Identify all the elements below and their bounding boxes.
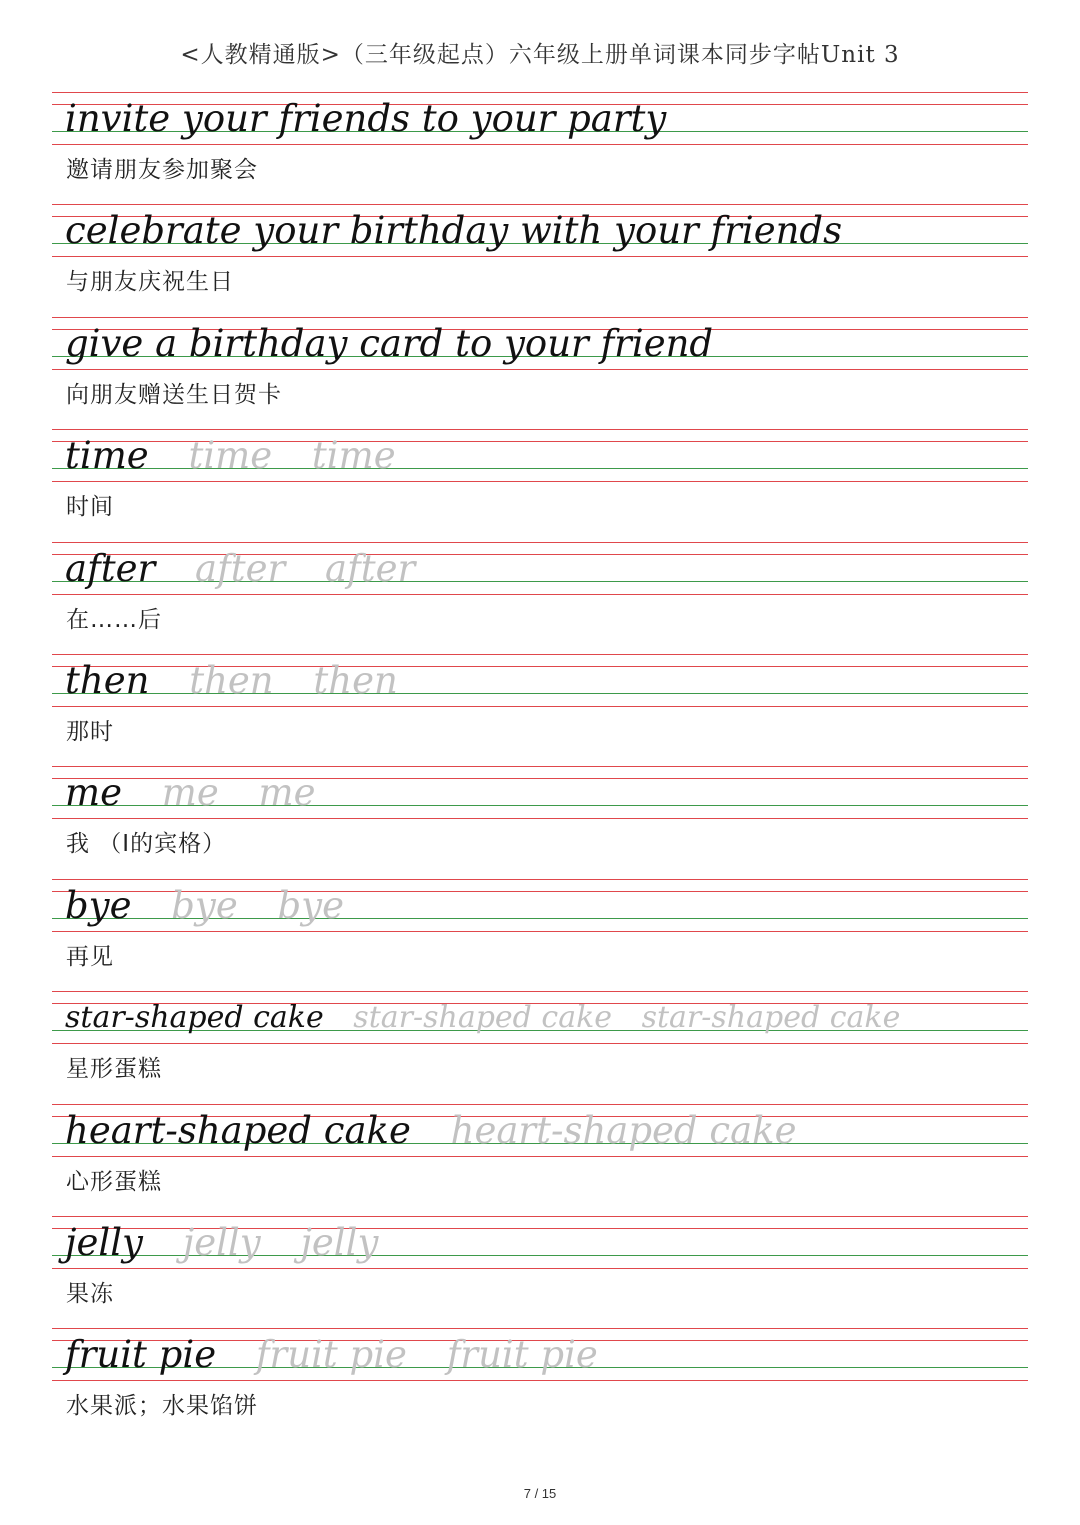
- word-sample: fruit pie: [65, 1333, 217, 1377]
- entry-after: [52, 542, 1028, 654]
- trace-word: then: [313, 658, 398, 702]
- guide-line-top: [52, 204, 1028, 205]
- word-sample: celebrate your birthday with your friends: [65, 209, 843, 253]
- word-row: [65, 208, 842, 254]
- word-meaning: 邀请朋友参加聚会: [66, 157, 258, 183]
- word-sample: heart-shaped cake: [65, 1108, 411, 1152]
- word-meaning: 向朋友赠送生日贺卡: [66, 381, 282, 408]
- guide-line-bottom: [52, 1043, 1028, 1044]
- entry-jelly: [52, 1216, 1028, 1328]
- trace-word: bye: [277, 883, 344, 927]
- word-meaning: 星形蛋糕: [66, 1056, 162, 1083]
- word-row: [65, 995, 900, 1041]
- guide-line-bottom: [52, 256, 1028, 257]
- entry-celebrate-your-birthday: [52, 204, 1028, 316]
- entry-invite-your-friends: [52, 92, 1028, 204]
- word-sample: then: [65, 658, 150, 702]
- entry-me: [52, 766, 1028, 878]
- guide-line-top: [52, 317, 1028, 318]
- trace-word: me: [258, 771, 316, 815]
- trace-word: me: [161, 771, 219, 815]
- guide-line-top: [52, 654, 1028, 655]
- guide-line-bottom: [52, 369, 1028, 370]
- trace-word: bye: [171, 883, 238, 927]
- trace-word: fruit pie: [255, 1333, 407, 1377]
- entry-heart-shaped-cake: [52, 1104, 1028, 1216]
- word-meaning: 再见: [66, 943, 114, 970]
- word-meaning: 那时: [66, 718, 114, 745]
- page-number: 7 / 15: [523, 1486, 557, 1501]
- word-row: [65, 1108, 796, 1154]
- guide-line-top: [52, 879, 1028, 880]
- page-title: <人教精通版>（三年级起点）六年级上册单词课本同步字帖Unit 3: [180, 42, 900, 68]
- copybook-sheet: [52, 92, 1028, 1441]
- trace-word: jelly: [300, 1220, 379, 1264]
- entry-star-shaped-cake: [52, 991, 1028, 1103]
- word-meaning: 心形蛋糕: [66, 1168, 162, 1195]
- guide-line-top: [52, 766, 1028, 767]
- word-meaning: 在……后: [66, 606, 162, 633]
- word-meaning: 水果派；水果馅饼: [66, 1393, 258, 1420]
- trace-word: jelly: [182, 1220, 261, 1264]
- word-sample: time: [65, 434, 149, 478]
- word-row: [65, 96, 666, 142]
- guide-line-bottom: [52, 1268, 1028, 1269]
- word-sample: invite your friends to your party: [65, 97, 667, 140]
- guide-line-bottom: [52, 1380, 1028, 1381]
- entry-time: [52, 429, 1028, 541]
- trace-word: after: [324, 546, 416, 590]
- guide-line-bottom: [52, 931, 1028, 932]
- word-row: [65, 770, 315, 816]
- word-row: [65, 433, 396, 479]
- entry-give-a-birthday-card: [52, 317, 1028, 429]
- word-meaning: 果冻: [66, 1280, 114, 1307]
- guide-line-top: [52, 991, 1028, 992]
- trace-word: time: [188, 434, 273, 478]
- word-row: [65, 1332, 598, 1378]
- word-sample: jelly: [65, 1220, 143, 1264]
- word-row: [65, 883, 344, 929]
- guide-line-bottom: [52, 594, 1028, 595]
- entry-then: [52, 654, 1028, 766]
- entry-fruit-pie: [52, 1328, 1028, 1440]
- guide-line-bottom: [52, 1156, 1028, 1157]
- word-sample: bye: [65, 883, 132, 927]
- guide-line-bottom: [52, 706, 1028, 707]
- word-row: [65, 546, 415, 592]
- word-sample: give a birthday card to your friend: [65, 321, 714, 365]
- trace-word: heart-shaped cake: [450, 1108, 797, 1152]
- word-row: [65, 658, 398, 704]
- guide-line-bottom: [52, 818, 1028, 819]
- guide-line-bottom: [52, 144, 1028, 145]
- word-sample: star-shaped cake: [65, 1000, 324, 1036]
- trace-word: after: [194, 546, 286, 590]
- word-row: [65, 1220, 378, 1266]
- word-meaning: 我 （I的宾格）: [66, 831, 227, 858]
- word-meaning: 与朋友庆祝生日: [66, 269, 234, 296]
- guide-line-top: [52, 1104, 1028, 1105]
- word-sample: after: [65, 546, 156, 590]
- guide-line-top: [52, 1216, 1028, 1217]
- entry-bye: [52, 879, 1028, 991]
- guide-line-top: [52, 429, 1028, 430]
- guide-line-top: [52, 542, 1028, 543]
- trace-word: star-shaped cake: [353, 1000, 613, 1036]
- guide-line-top: [52, 1328, 1028, 1329]
- word-sample: me: [65, 771, 122, 815]
- trace-word: time: [311, 434, 396, 478]
- trace-word: then: [189, 658, 274, 702]
- trace-word: fruit pie: [446, 1333, 598, 1377]
- guide-line-top: [52, 92, 1028, 93]
- word-row: [65, 321, 713, 367]
- trace-word: star-shaped cake: [641, 1000, 901, 1036]
- word-meaning: 时间: [66, 494, 114, 521]
- guide-line-bottom: [52, 481, 1028, 482]
